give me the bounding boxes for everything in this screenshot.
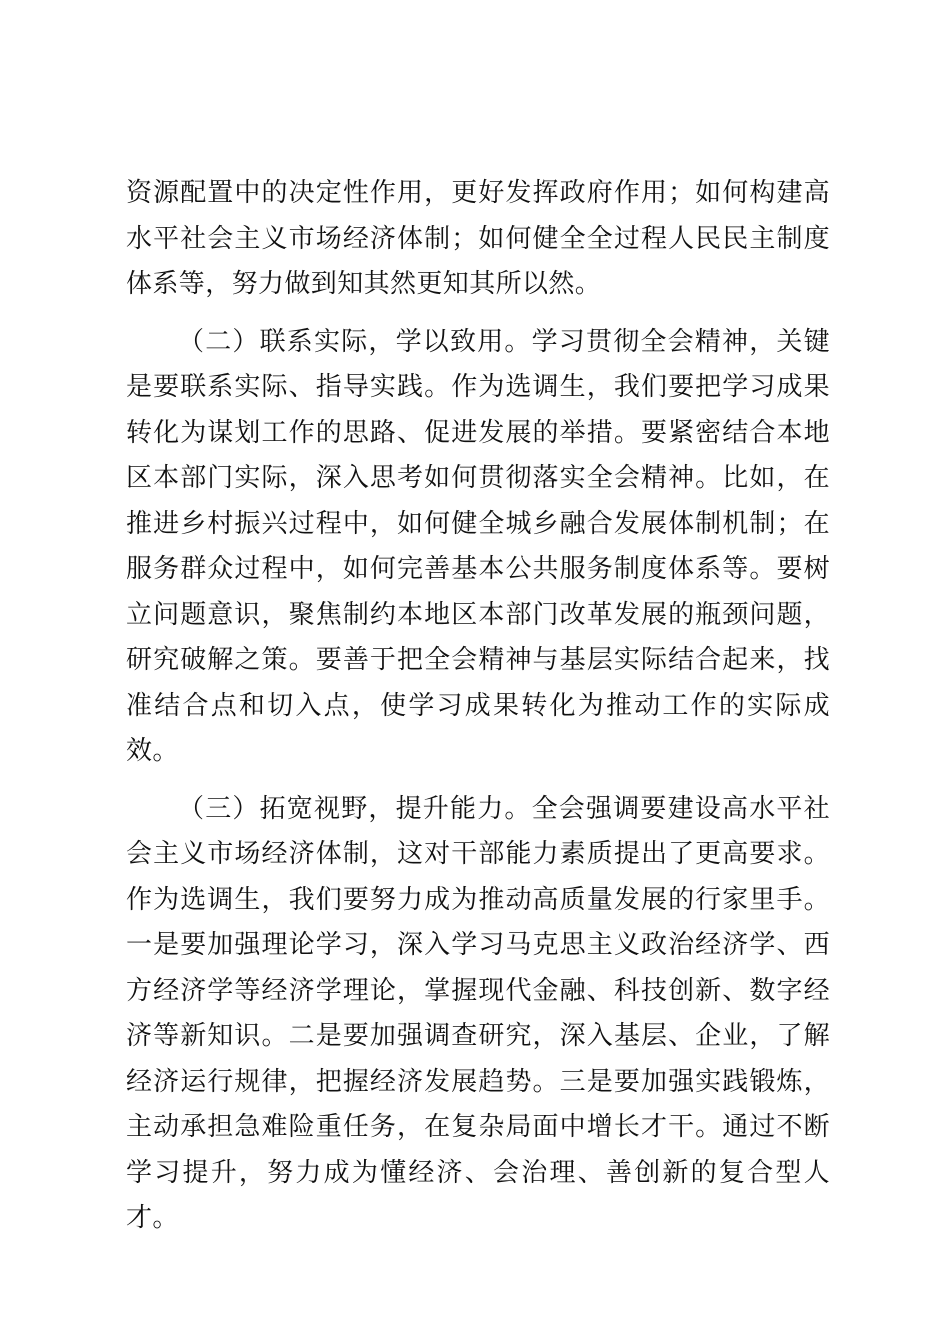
paragraph-continuation: 资源配置中的决定性作用，更好发挥政府作用；如何构建高水平社会主义市场经济体制；如何健全全过程人民民主制度体系等，努力做到知其然更知其所以然。 — [126, 178, 830, 299]
paragraph-section-three: （三）拓宽视野，提升能力。全会强调要建设高水平社会主义市场经济体制，这对干部能力素质提出了更高要求。作为选调生，我们要努力成为推动高质量发展的行家里手。一是要加强理论学习，深入学习马克思主义政治经济学、西方经济学等经济学理论，掌握现代金融、科技创新、数字经济等新知识。二是要加强调查研究，深入基层、企业，了解经济运行规律，把握经济发展趋势。三是要加强实践锻炼，主动承担急难险重任务，在复杂局面中增长才干。通过不断学习提升，努力成为懂经济、会治理、善创新的复合型人才。 — [126, 793, 830, 1233]
document-body — [126, 171, 830, 1242]
paragraph-section-two: （二）联系实际，学以致用。学习贯彻全会精神，关键是要联系实际、指导实践。作为选调生，我们要把学习成果转化为谋划工作的思路、促进发展的举措。要紧密结合本地区本部门实际，深入思考如何贯彻落实全会精神。比如，在推进乡村振兴过程中，如何健全城乡融合发展体制机制；在服务群众过程中，如何完善基本公共服务制度体系等。要树立问题意识，聚焦制约本地区本部门改革发展的瓶颈问题，研究破解之策。要善于把全会精神与基层实际结合起来，找准结合点和切入点，使学习成果转化为推动工作的实际成效。 — [126, 326, 830, 766]
